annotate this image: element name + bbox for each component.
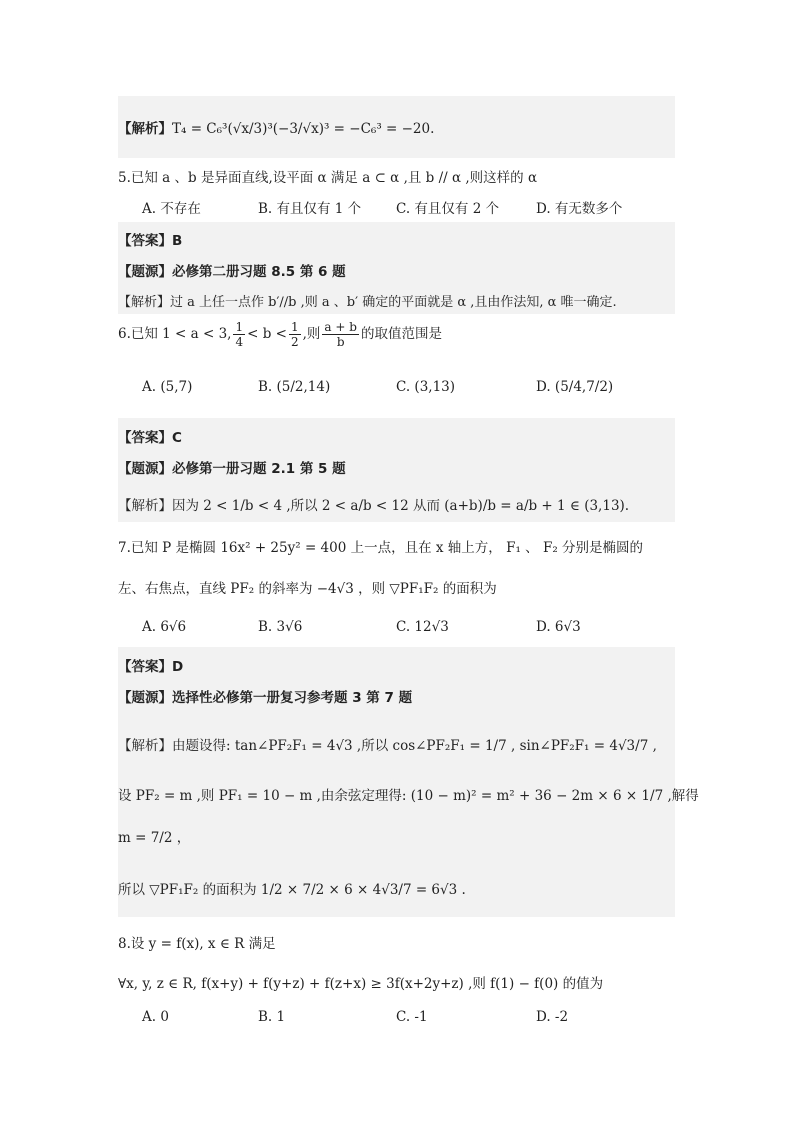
q7-source: 【题源】选择性必修第一册复习参考题 3 第 7 题	[118, 690, 413, 706]
q6-frac-3-num: a + b	[324, 320, 357, 334]
q7-option-d: D. 6√3	[536, 619, 581, 635]
q6-option-a: A. (5,7)	[142, 379, 193, 395]
q6-frac-3	[322, 320, 359, 349]
q6-stem	[118, 320, 442, 349]
analysis-label: 【解析】	[118, 121, 172, 137]
q7-analysis-4: 所以 ▽PF₁F₂ 的面积为 1/2 × 7/2 × 6 × 4√3/7 = 6√3 .	[118, 882, 466, 898]
q6-analysis: 【解析】因为 2 < 1/b < 4 ,所以 2 < a/b < 12 从而 (a+b)/b = a/b + 1 ∈ (3,13).	[118, 498, 630, 514]
q5-source: 【题源】必修第二册习题 8.5 第 6 题	[118, 264, 346, 280]
q5-option-d: D. 有无数多个	[536, 201, 623, 217]
q6-answer: 【答案】C	[118, 430, 182, 446]
q6-frac-1-den: 4	[235, 335, 244, 349]
q6-frac-1-num: 1	[235, 320, 244, 334]
q6-option-d: D. (5/4,7/2)	[536, 379, 614, 395]
q8-option-c: C. -1	[396, 1009, 428, 1025]
q7-analysis-1: 【解析】由题设得: tan∠PF₂F₁ = 4√3 ,所以 cos∠PF₂F₁ = 1/7 , sin∠PF₂F₁ = 4√3/7 ,	[118, 738, 657, 754]
q8-option-b: B. 1	[258, 1009, 286, 1025]
q6-stem-end: 的取值范围是	[360, 326, 442, 342]
q6-source: 【题源】必修第一册习题 2.1 第 5 题	[118, 461, 346, 477]
q7-option-a: A. 6√6	[142, 619, 187, 635]
q5-option-b: B. 有且仅有 1 个	[258, 201, 362, 217]
q6-frac-2-den: 2	[290, 335, 299, 349]
q6-option-c: C. (3,13)	[396, 379, 456, 395]
q5-option-c: C. 有且仅有 2 个	[396, 201, 500, 217]
q7-stem-line2: 左、右焦点，直线 PF₂ 的斜率为 −4√3 ，则 ▽PF₁F₂ 的面积为	[118, 581, 497, 597]
q7-stem-line1: 7.已知 P 是椭圆 16x² + 25y² = 400 上一点，且在 x 轴上方， F₁ 、 F₂ 分别是椭圆的	[118, 540, 644, 556]
q6-frac-3-den: b	[336, 335, 345, 349]
q7-analysis-2: 设 PF₂ = m ,则 PF₁ = 10 − m ,由余弦定理得: (10 − m)² = m² + 36 − 2m × 6 × 1/7 ,解得	[118, 788, 699, 804]
q8-option-a: A. 0	[142, 1009, 169, 1025]
q6-option-b: B. (5/2,14)	[258, 379, 331, 395]
q5-analysis: 【解析】过 a 上任一点作 b′//b ,则 a 、b′ 确定的平面就是 α ,且由作法知, α 唯一确定.	[118, 295, 617, 310]
q7-option-b: B. 3√6	[258, 619, 303, 635]
q6-stem-mid: < b <	[247, 326, 287, 342]
q6-frac-2	[289, 320, 301, 349]
q6-stem-prefix: 6.已知 1 < a < 3,	[118, 326, 232, 342]
q4-analysis-formula: T₄ = C₆³(√x/3)³(−3/√x)³ = −C₆³ = −20.	[172, 121, 435, 137]
q5-answer: 【答案】B	[118, 233, 183, 249]
q5-option-a: A. 不存在	[142, 201, 201, 217]
q6-stem-suffix: ,则	[302, 326, 321, 342]
q7-answer: 【答案】D	[118, 659, 184, 675]
q4-analysis	[118, 117, 434, 137]
q7-option-c: C. 12√3	[396, 619, 449, 635]
q6-frac-2-num: 1	[290, 320, 299, 334]
q8-stem-line1: 8.设 y = f(x), x ∈ R 满足	[118, 936, 276, 952]
q8-option-d: D. -2	[536, 1009, 569, 1025]
q8-stem-line2: ∀x, y, z ∈ R, f(x+y) + f(y+z) + f(z+x) ≥ 3f(x+2y+z) ,则 f(1) − f(0) 的值为	[118, 976, 604, 992]
q7-analysis-3: m = 7/2 ，	[118, 830, 191, 846]
q6-frac-1	[233, 320, 245, 349]
q5-stem: 5.已知 a 、b 是异面直线,设平面 α 满足 a ⊂ α ,且 b // α ,则这样的 α	[118, 170, 538, 186]
